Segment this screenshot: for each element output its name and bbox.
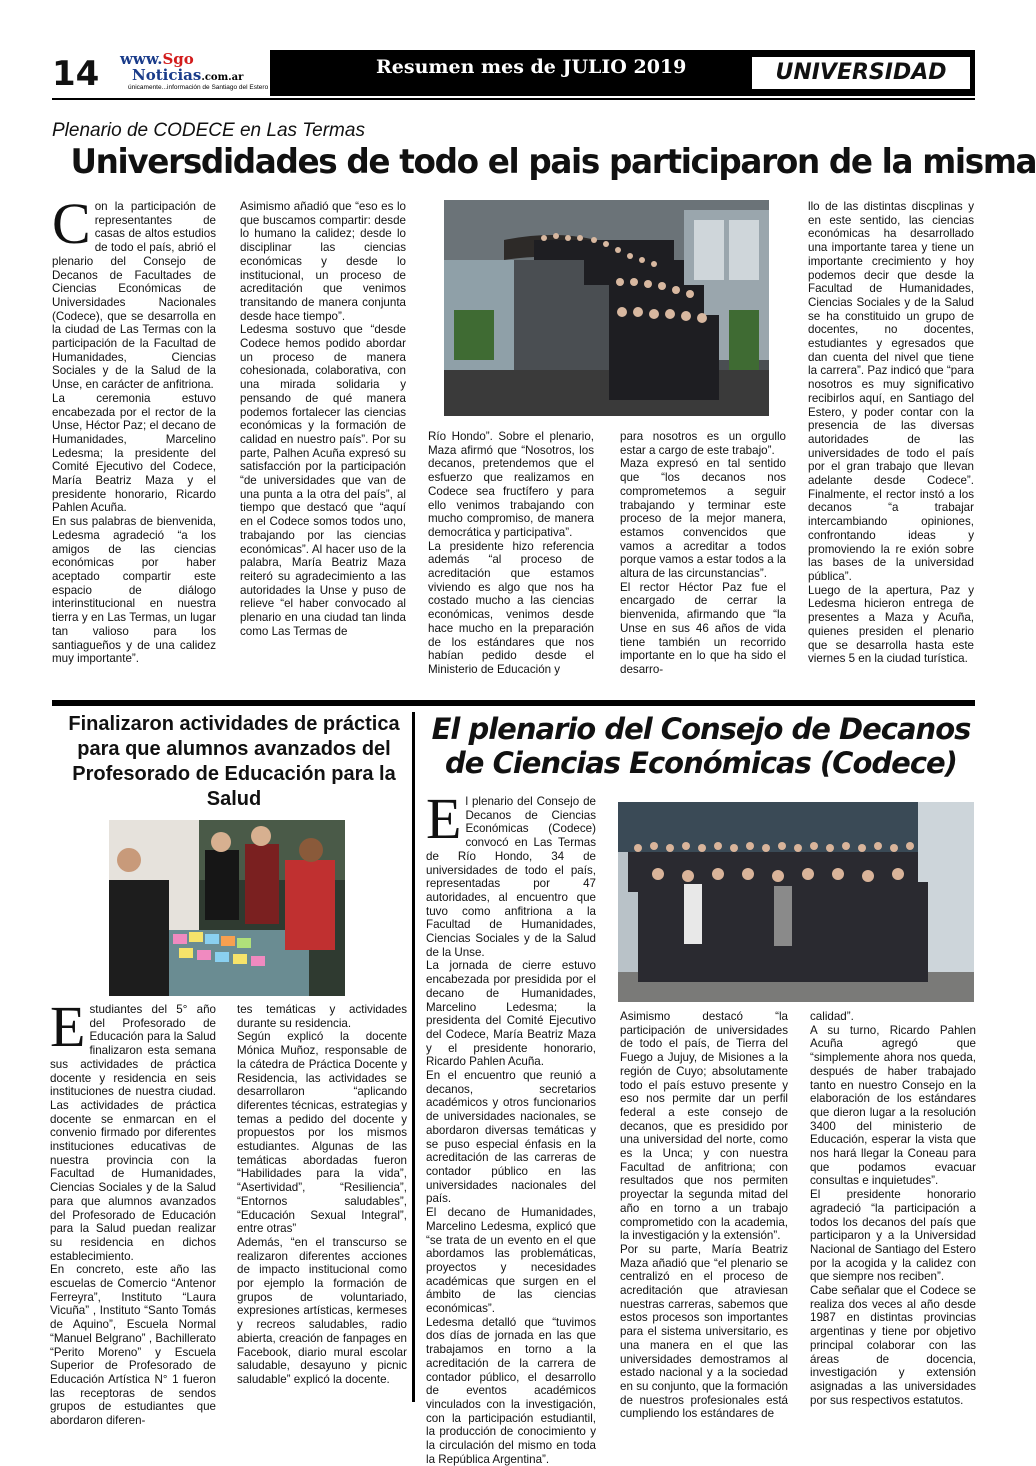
article1-kicker: Plenario de CODECE en Las Termas — [52, 120, 365, 141]
column-divider — [412, 712, 415, 1402]
article3-headline: El plenario del Consejo de Decanos de Ciencias Económicas (Codece) — [431, 712, 971, 780]
paragraph: Ledesma detalló que “tuvimos dos días de jornada en las que trabajamos en torno a la acreditación de la carrera de contador público, el desarrollo de eventos académicos vinculados con la investigación, con la participación estudiantil, la producción de conocimiento y la circulación del mismo en toda la República Argentina”. — [426, 1315, 596, 1466]
article3-column-3 — [810, 1010, 976, 1407]
paragraph: llo de las distintas discplinas y en este sentido, las ciencias económicas ha desarrollado una importante tarea y tiene un importante crecimiento y hoy podemos decir que desde la Facultad de Humanidades, Ciencias Sociales y de la Salud se ha constituido un grupo de docentes, no docentes, estudiantes y egresados que dan cuenta del nivel que tiene la carrera”. Paz indicó que “para nosotros es muy significativo recibirlos aquí, en Santiago del Estero, y poder contar con la presencia de las diversas autoridades de las universidades de todo el país por el gran trabajo que llevan adelante desde Codece”. Finalmente, el rector instó a los decanos “a trabajar intercambiando opiniones, confrontando ideas y promoviendo la re exión sobre las bases de la universidad pública”. — [808, 200, 974, 583]
article1-column-2 — [240, 200, 406, 695]
paragraph: Asimismo añadió que “eso es lo que buscamos compartir: desde lo humano la calidez; desde lo disciplinar las ciencias económicas y desde lo institucional, un proceso de acreditación que venimos transitando de manera conjunta desde hace tiempo”. — [240, 200, 406, 323]
drop-cap: C — [52, 191, 91, 256]
paragraph: Cabe señalar que el Codece se realiza dos veces al año desde 1987 en distintas provincias argentinas y tiene por objetivo principal colaborar con las áreas de docencia, investigación y extensión asignadas a las universidades por sus respectivos estatutos. — [810, 1284, 976, 1407]
paragraph: Luego de la apertura, Paz y Ledesma hicieron entrega de presentes a Maza y Acuña, quienes presiden el plenario que se desarrolla hasta este viernes 5 en la ciudad turística. — [808, 583, 974, 666]
paragraph: Según explicó la docente Mónica Muñoz, responsable de la cátedra de Práctica Docente y Residencia, las actividades se desarrollaron “aplicando diferentes técnicas, estrategias y temas a pedido del docente y propuestos por los mismos estudiantes. Algunas de las temáticas abordadas fueron “Habilidades para la vida”, “Asertividad”, “Resiliencia”, “Entornos saludables”, “Educación Sexual Integral”, entre otras” — [237, 1030, 407, 1236]
logo-prefix: www. — [120, 50, 163, 68]
article1-column-5 — [808, 200, 974, 695]
article2-headline: Finalizaron actividades de práctica para que alumnos avanzados del Profesorado de Educación para la Salud — [68, 713, 400, 810]
article1-headline: Universdidades de todo el pais participaron de la misma — [70, 142, 1036, 182]
plenario-group-photo — [444, 200, 769, 416]
section-divider — [52, 700, 975, 706]
paragraph: Además, “en el transcurso se realizaron diferentes acciones de impacto institucional como por ejemplo la formación de grupos de voluntariado, expresiones artísticas, kermeses y recreos saludables, radio abierta, creación de fanpages en Facebook, diario mural escolar saludable, desayuno y picnic saludable” explicó la docente. — [237, 1235, 407, 1386]
article3-column-1 — [426, 786, 596, 1466]
logo-brand-1: Sgo — [162, 50, 194, 68]
paragraph: En sus palabras de bienvenida, Ledesma agradeció “a los amigos de las ciencias económicas por haber aceptado compartir este espacio de diálogo interinstitucional en nuestra tierra y en Las Termas, un lugar tan valioso para los santiagueños y de una calidez muy importante”. — [52, 515, 216, 666]
drop-cap: E — [426, 786, 462, 851]
article2-column-2 — [237, 1003, 407, 1395]
article1-column-1 — [52, 191, 216, 695]
article1-column-3 — [428, 430, 594, 695]
decanos-group-photo — [618, 802, 974, 1002]
paragraph: En el encuentro que reunió a decanos, secretarios académicos y otros funcionarios de universidades nacionales, se abordaron diversas temáticas y se puso especial énfasis en la acreditación de las carreras de contador público en las universidades nacionales del país. — [426, 1069, 596, 1206]
paragraph: on la participación de representantes de casas de altos estudios de todo el país, abrió el plenario del Consejo de Decanos de Facultades de Ciencias Económicas de Universidades Nacionales (Codece), que se desarrolla en la ciudad de Las Termas con la participación de la Facultad de Humanidades, Ciencias Sociales y de la Salud de la Unse, en carácter de anfitriona. — [52, 200, 216, 392]
paragraph: Por su parte, María Beatriz Maza añadió que “el plenario se centralizó en el proceso de acreditación que atraviesan nuestras carreras, sabemos que estos procesos son importantes para el sistema universitario, es una manera en el que las universidades demostramos al estado nacional y a la sociedad en su conjunto, que la formación de nuestros profesionales está cumpliendo los estándares de — [620, 1242, 788, 1421]
logo-suffix: .com.ar — [201, 72, 244, 83]
article1-column-4 — [620, 430, 786, 695]
section-title: UNIVERSIDAD — [752, 57, 970, 89]
paragraph: La ceremonia estuvo encabezada por el rector de la Unse, Héctor Paz; el decano de Humanidades, Marcelino Ledesma; la presidente del Comité Ejecutivo del Codece, María Beatriz Maza y el presidente honorario, Ricardo Pahlen Acuña. — [52, 391, 216, 515]
paragraph: El rector Héctor Paz fue el encargado de cerrar la bienvenida, afirmando que “la Unse en sus 46 años de vida tiene también un recorrido importante en lo que ha sido el desarro- — [620, 580, 786, 676]
paragraph: calidad”. — [810, 1010, 854, 1023]
article3-column-2 — [620, 1010, 788, 1421]
drop-cap: E — [50, 994, 86, 1059]
paragraph: En concreto, este año las escuelas de Comercio “Antenor Ferreyra”, Instituto “Laura Vicuña” , Instituto “Santo Tomás de Aquino”, Escuela Normal “Manuel Belgrano” , Bachillerato “Perito Moreno” y Escuela Superior de Profesorado de Educación Artística N° 1 fueron las receptoras de sendos grupos de estudiantes que abordaron diferen- — [50, 1263, 216, 1428]
issue-summary: Resumen mes de JULIO 2019 — [376, 56, 687, 78]
logo-brand-2: Noticias — [132, 66, 202, 84]
paragraph: tes temáticas y actividades durante su residencia. — [237, 1003, 407, 1030]
students-photo — [109, 820, 345, 996]
site-logo[interactable] — [120, 50, 270, 96]
paragraph: l plenario del Consejo de Decanos de Ciencias Económicas (Codece) convocó en Las Termas de Río Hondo, 34 de universidades de todo el país, representadas por 47 autoridades, al encuentro que tuvo como anfitriona a la Facultad de Humanidades, Ciencias Sociales y de la Salud de la Unse. — [426, 795, 596, 959]
paragraph: Asimismo destacó “la participación de universidades de todo el país, de Tierra del Fuego a Jujuy, de Misiones a la región de Cuyo; absolutamente todo el país estuvo presente y eso nos permite dar un perfil federal a este consejo de decanos, que es presidido por una universidad del norte, como es la Unca; y con nuestra Facultad de anfitriona; con resultados que nos permiten proyectar la segunda mitad del año en torno a un trabajo comprometido con la academia, la investigación y la extensión”. — [620, 1010, 788, 1243]
paragraph: El decano de Humanidades, Marcelino Ledesma, explicó que “se trata de un evento en el que abordamos las problemáticas, proyectos y necesidades académicas que surgen en el ámbito de las ciencias económicas”. — [426, 1206, 596, 1316]
paragraph: Ledesma sostuvo que “desde Codece hemos podido abordar un proceso de manera cohesionada, colaborativa, con una mirada solidaria y pensando de qué manera podemos fortalecer las ciencias económicas y la formación de calidad en nuestro país”. Por su parte, Palhen Acuña expresó su satisfacción por la participación “de universidades que van de una punta a la otra del país”, al tiempo que destacó que “aquí en el Codece somos todos uno, trabajando por las ciencias económicas”. Al hacer uso de la palabra, María Beatriz Maza reiteró su agradecimiento a las autoridades la Unse y puso de relieve “el haber convocado al plenario en una ciudad tan linda como Las Termas de — [240, 323, 406, 638]
header-divider — [52, 98, 975, 100]
paragraph: Río Hondo”. Sobre el plenario, Maza afirmó que “Nosotros, los decanos, pretendemos que el esfuerzo que realizamos en Codece sea fructífero y para ello venimos trabajando con mucho compromiso, de manera democrática y participativa”. — [428, 430, 594, 539]
article2-column-1 — [50, 994, 216, 1428]
paragraph: Maza expresó en tal sentido que “los decanos nos comprometemos a seguir trabajando y terminar este proceso de la mejor manera, estamos convencidos que vamos a acreditar a todos porque vamos a estar todos a la altura de las circunstancias”. — [620, 457, 786, 581]
paragraph: studiantes del 5° año del Profesorado de Educación para la Salud finalizaron esta semana sus actividades de práctica docente y residencia en seis instituciones de nuestra ciudad. Las actividades de práctica docente se enmarcan en el convenio firmado por diferentes instituciones educativas de nuestra provincia con la Facultad de Humanidades, Ciencias Sociales y de la Salud para que alumnos avanzados del Profesorado de Educación para la Salud puedan realizar su residencia en dichos establecimiento. — [50, 1003, 216, 1263]
paragraph: La presidente hizo referencia además “al proceso de acreditación que estamos viviendo es algo que nos ha costado mucho a las ciencias económicas, venimos desde hace mucho en la preparación de los estándares que nos habían pedido desde el Ministerio de Educación y — [428, 539, 594, 676]
paragraph: La jornada de cierre estuvo encabezada por presidida por el decano de Humanidades, Marcelino Ledesma; la presidenta del Comité Ejecutivo del Codece, María Beatriz Maza y el presidente honorario, Ricardo Pahlen Acuña. — [426, 959, 596, 1069]
page-number: 14 — [52, 54, 100, 94]
paragraph: El presidente honorario agradeció “la participación a todos los decanos del país que participaron y a la Universidad Nacional de Santiago del Estero por la acogida y la calidez con que siempre nos reciben”. — [810, 1188, 976, 1284]
paragraph: para nosotros es un orgullo estar a cargo de este trabajo”. — [620, 430, 786, 457]
logo-tagline: únicamente...información de Santiago del Estero — [128, 84, 269, 91]
paragraph: A su turno, Ricardo Pahlen Acuña agregó que “simplemente ahora nos queda, después de haber trabajado tanto en nuestro Consejo en la elaboración de los estándares que dieron lugar a la resolución 3400 del ministerio de Educación, esperar la vista que nos hará llegar la Coneau para que podamos evacuar consultas e inquietudes”. — [810, 1023, 976, 1188]
